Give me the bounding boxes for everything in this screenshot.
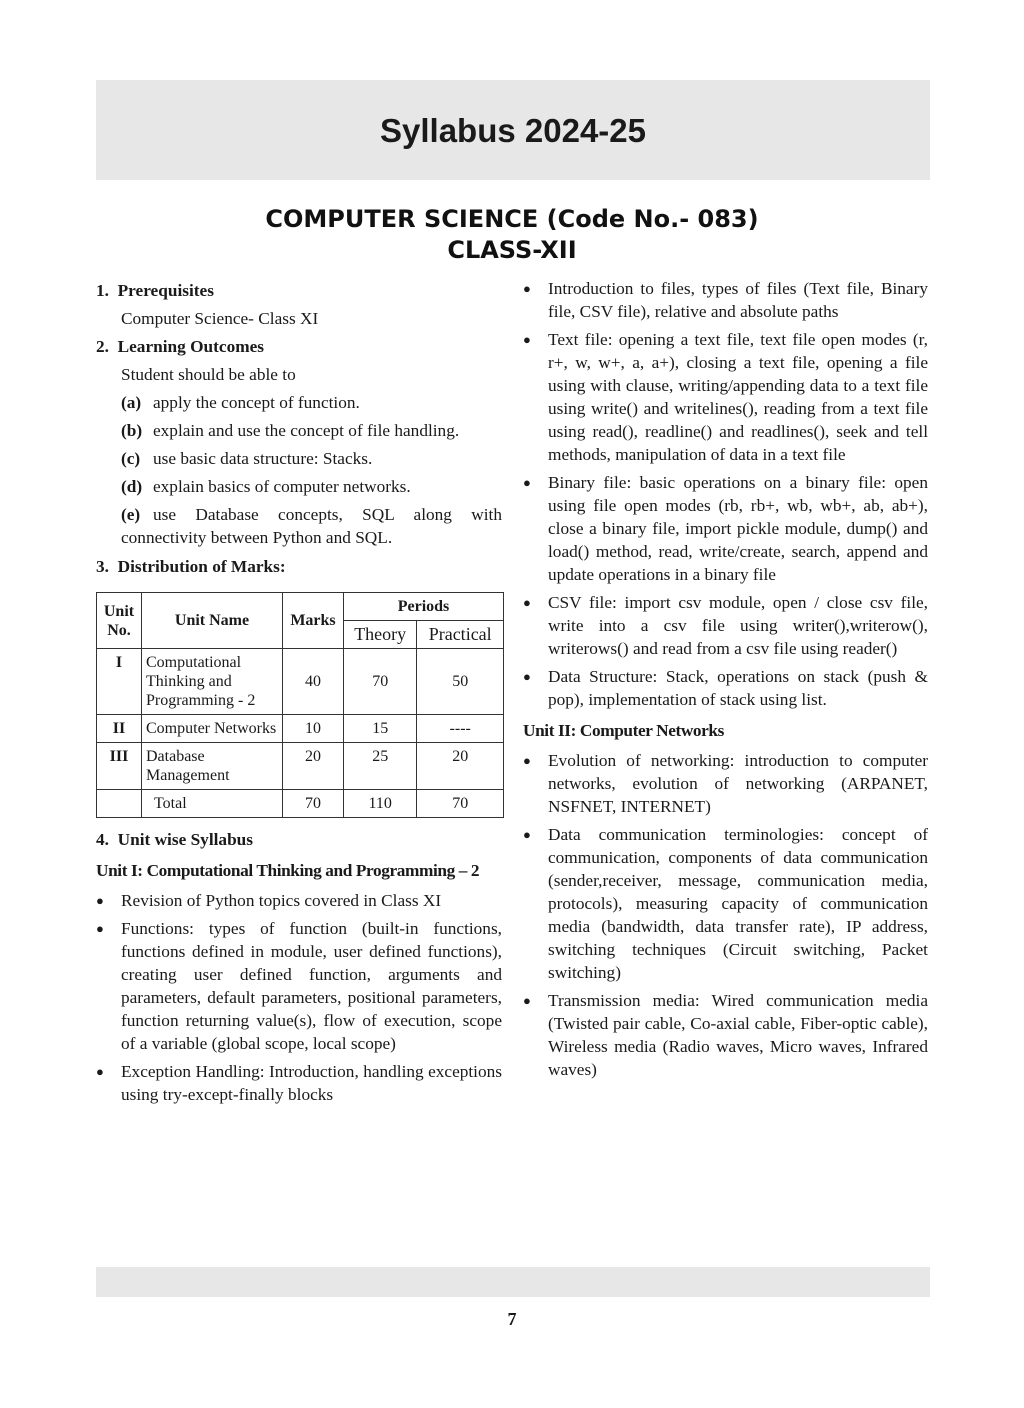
cell-practical: ----	[417, 715, 504, 743]
cell-theory: 15	[344, 715, 417, 743]
table-row	[97, 649, 504, 715]
section-marks-heading	[96, 555, 502, 578]
outcome-text: explain and use the concept of file handling.	[153, 421, 460, 440]
list-item: ● Exception Handling: Introduction, handling exceptions using try-except-finally blocks	[96, 1060, 502, 1106]
page-title: Syllabus 2024-25	[380, 112, 646, 149]
list-item: ● Data Structure: Stack, operations on stack (push & pop), implementation of stack using list.	[523, 665, 928, 711]
outcome-label: (c)	[121, 449, 141, 468]
cell-marks: 40	[283, 649, 344, 715]
header-practical: Practical	[417, 621, 504, 649]
list-item: ● CSV file: import csv module, open / close csv file, write into a csv file using writer(),writerow(), writerows() and read from a csv file using reader()	[523, 591, 928, 660]
cell-total-label: Total	[142, 790, 283, 818]
cell-unit-no: III	[97, 743, 142, 790]
cell-unit-no: II	[97, 715, 142, 743]
table-row	[97, 715, 504, 743]
table-row	[97, 743, 504, 790]
outcome-label: (d)	[121, 477, 143, 496]
outcome-text: use Database concepts, SQL along with connectivity between Python and SQL.	[121, 505, 502, 547]
cell-theory: 70	[344, 649, 417, 715]
cell-total-theory: 110	[344, 790, 417, 818]
prerequisites-text: Computer Science- Class XI	[121, 309, 319, 328]
unit2-list	[523, 749, 928, 1081]
section-number: 4.	[96, 830, 109, 849]
subject-title: COMPUTER SCIENCE (Code No.- 083)	[265, 205, 759, 233]
list-item: ● Revision of Python topics covered in Class XI	[96, 889, 502, 912]
outcomes-intro: Student should be able to	[121, 365, 296, 384]
cell-practical: 50	[417, 649, 504, 715]
list-item: ● Evolution of networking: introduction to computer networks, evolution of networking (ARPANET, NSFNET, INTERNET)	[523, 749, 928, 818]
outcome-item	[96, 391, 502, 414]
subject-heading	[0, 204, 1024, 266]
header-periods: Periods	[344, 593, 504, 621]
cell-empty	[97, 790, 142, 818]
list-item: ● Text file: opening a text file, text file open modes (r, r+, w, w+, a, a+), closing a text file, opening a file using with clause, writing/appending data to a text file using write() and writelines(), reading from a text file using read(), readline() and readlines(), seek and tell methods, manipulation of data in a text file	[523, 328, 928, 466]
section-unitwise-heading	[96, 828, 502, 851]
section-number: 3.	[96, 557, 109, 576]
outcome-item	[96, 447, 502, 470]
cell-unit-name: Database Management	[142, 743, 283, 790]
section-title: Distribution of Marks:	[117, 557, 286, 576]
header-marks: Marks	[283, 593, 344, 649]
table-total-row	[97, 790, 504, 818]
cell-total-practical: 70	[417, 790, 504, 818]
left-column	[96, 279, 502, 1111]
header-unit-no: Unit No.	[97, 593, 142, 649]
class-title: CLASS-XII	[447, 236, 577, 264]
unit1-list-right	[523, 277, 928, 711]
marks-distribution-table	[96, 592, 504, 818]
list-item: ● Transmission media: Wired communication media (Twisted pair cable, Co-axial cable, Fiber-optic cable), Wireless media (Radio waves, Micro waves, Infrared waves)	[523, 989, 928, 1081]
cell-unit-no: I	[97, 649, 142, 715]
list-item: ● Data communication terminologies: concept of communication, components of data communication (sender,receiver, message, communication media, protocols), measuring capacity of communication media (bandwidth, data transfer rate), IP address, switching techniques (Circuit switching, Packet switching)	[523, 823, 928, 984]
outcome-label: (a)	[121, 393, 142, 412]
unit2-heading: Unit II: Computer Networks	[523, 721, 724, 740]
right-column	[523, 277, 928, 1086]
list-item: ● Introduction to files, types of files (Text file, Binary file, CSV file), relative and absolute paths	[523, 277, 928, 323]
title-banner	[96, 80, 930, 180]
section-prerequisites-heading	[96, 279, 502, 302]
unit1-list-left	[96, 889, 502, 1106]
table-header-row	[97, 593, 504, 621]
outcome-label: (e)	[121, 505, 141, 524]
cell-total-marks: 70	[283, 790, 344, 818]
header-theory: Theory	[344, 621, 417, 649]
footer-bar	[96, 1267, 930, 1297]
outcome-item	[96, 475, 502, 498]
section-title: Learning Outcomes	[117, 337, 265, 356]
cell-marks: 10	[283, 715, 344, 743]
section-outcomes-heading	[96, 335, 502, 358]
page-number: 7	[507, 1309, 517, 1329]
section-number: 1.	[96, 281, 109, 300]
outcome-label: (b)	[121, 421, 143, 440]
section-number: 2.	[96, 337, 109, 356]
outcome-item	[96, 503, 502, 549]
outcome-text: apply the concept of function.	[153, 393, 360, 412]
list-item: ● Binary file: basic operations on a binary file: open using file open modes (rb, rb+, wb, wb+, ab, ab+), close a binary file, import pickle module, dump() and load() method, read, write/create, search, append and update operations in a binary file	[523, 471, 928, 586]
cell-unit-name: Computer Networks	[142, 715, 283, 743]
section-title: Prerequisites	[117, 281, 214, 300]
outcome-item	[96, 419, 502, 442]
list-item: ● Functions: types of function (built-in functions, functions defined in module, user defined functions), creating user defined function, arguments and parameters, default parameters, positional parameters, function returning value(s), flow of execution, scope of a variable (global scope, local scope)	[96, 917, 502, 1055]
cell-unit-name: Computational Thinking and Programming - 2	[142, 649, 283, 715]
outcome-text: explain basics of computer networks.	[153, 477, 411, 496]
section-title: Unit wise Syllabus	[117, 830, 254, 849]
outcome-text: use basic data structure: Stacks.	[153, 449, 373, 468]
cell-marks: 20	[283, 743, 344, 790]
header-unit-name: Unit Name	[142, 593, 283, 649]
cell-practical: 20	[417, 743, 504, 790]
cell-theory: 25	[344, 743, 417, 790]
unit1-heading: Unit I: Computational Thinking and Programming – 2	[96, 861, 480, 880]
